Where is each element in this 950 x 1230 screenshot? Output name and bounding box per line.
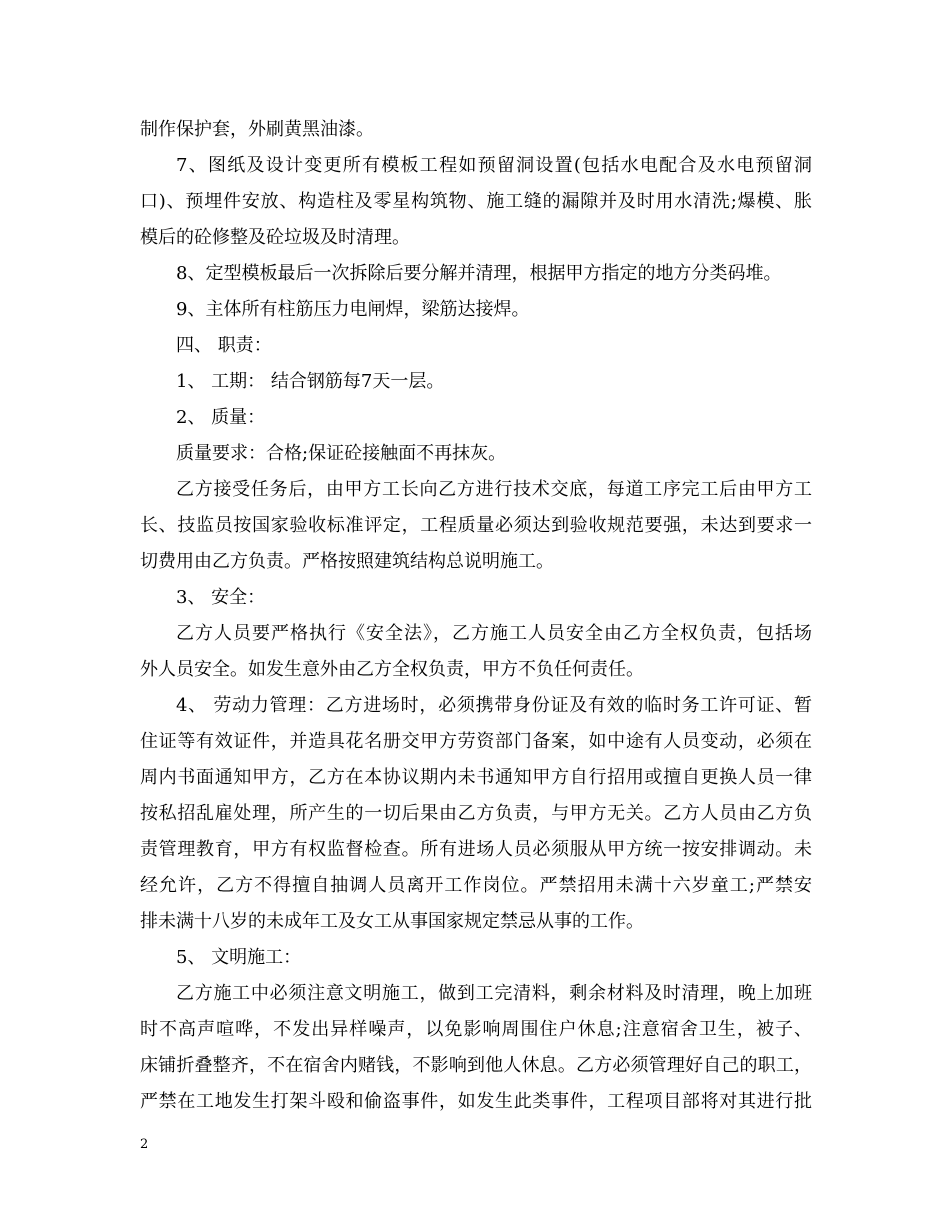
text-line: 责管理教育，甲方有权监督检查。所有进场人员必须服从甲方统一按安排调动。未 <box>140 839 812 860</box>
text-line: 乙方接受任务后，由甲方工长向乙方进行技术交底，每道工序完工后由甲方工 <box>176 479 812 500</box>
text-line: 严禁在工地发生打架斗殴和偷盗事件，如发生此类事件，工程项目部将对其进行批 <box>140 1091 812 1112</box>
text-line: 切费用由乙方负责。严格按照建筑结构总说明施工。 <box>140 551 554 572</box>
page-number: 2 <box>140 1137 149 1152</box>
text-line: 排未满十八岁的未成年工及女工从事国家规定禁忌从事的工作。 <box>140 911 644 932</box>
text-line: 9、主体所有柱筋压力电闸焊，梁筋达接焊。 <box>176 299 530 320</box>
subsection-heading: 5、 文明施工： <box>176 947 302 968</box>
text-line: 时不高声喧哗，不发出异样噪声，以免影响周围住户休息;注意宿舍卫生，被子、 <box>140 1019 812 1040</box>
text-line: 1、 工期： 结合钢筋每7天一层。 <box>176 371 445 392</box>
text-line: 质量要求：合格;保证砼接触面不再抹灰。 <box>176 443 507 464</box>
text-line: 按私招乱雇处理，所产生的一切后果由乙方负责，与甲方无关。乙方人员由乙方负 <box>140 803 812 824</box>
subsection-heading: 3、 安全： <box>176 587 266 608</box>
text-line: 4、 劳动力管理：乙方进场时，必须携带身份证及有效的临时务工许可证、暂 <box>176 695 812 716</box>
text-line: 8、定型模板最后一次拆除后要分解并清理，根据甲方指定的地方分类码堆。 <box>176 263 782 284</box>
text-line: 制作保护套，外刷黄黑油漆。 <box>140 119 374 140</box>
subsection-heading: 2、 质量： <box>176 407 266 428</box>
text-line: 模后的砼修整及砼垃圾及时清理。 <box>140 227 410 248</box>
text-line: 乙方人员要严格执行《安全法》，乙方施工人员安全由乙方全权负责，包括场 <box>176 623 812 644</box>
text-line: 长、技监员按国家验收标准评定，工程质量必须达到验收规范要强，未达到要求一 <box>140 515 812 536</box>
text-line: 经允许，乙方不得擅自抽调人员离开工作岗位。严禁招用未满十六岁童工;严禁安 <box>140 875 812 896</box>
text-line: 床铺折叠整齐，不在宿舍内赌钱，不影响到他人休息。乙方必须管理好自己的职工， <box>140 1055 812 1076</box>
text-line: 口)、预埋件安放、构造柱及零星构筑物、施工缝的漏隙并及时用水清洗;爆模、胀 <box>140 191 812 212</box>
section-heading: 四、 职责： <box>176 335 272 356</box>
text-line: 周内书面通知甲方，乙方在本协议期内未书通知甲方自行招用或擅自更换人员一律 <box>140 767 812 788</box>
text-line: 外人员安全。如发生意外由乙方全权负责，甲方不负任何责任。 <box>140 659 644 680</box>
text-line: 乙方施工中必须注意文明施工，做到工完清料，剩余材料及时清理，晚上加班 <box>176 983 812 1004</box>
text-line: 住证等有效证件，并造具花名册交甲方劳资部门备案，如中途有人员变动，必须在 <box>140 731 812 752</box>
text-line: 7、图纸及设计变更所有模板工程如预留洞设置(包括水电配合及水电预留洞 <box>176 155 812 176</box>
